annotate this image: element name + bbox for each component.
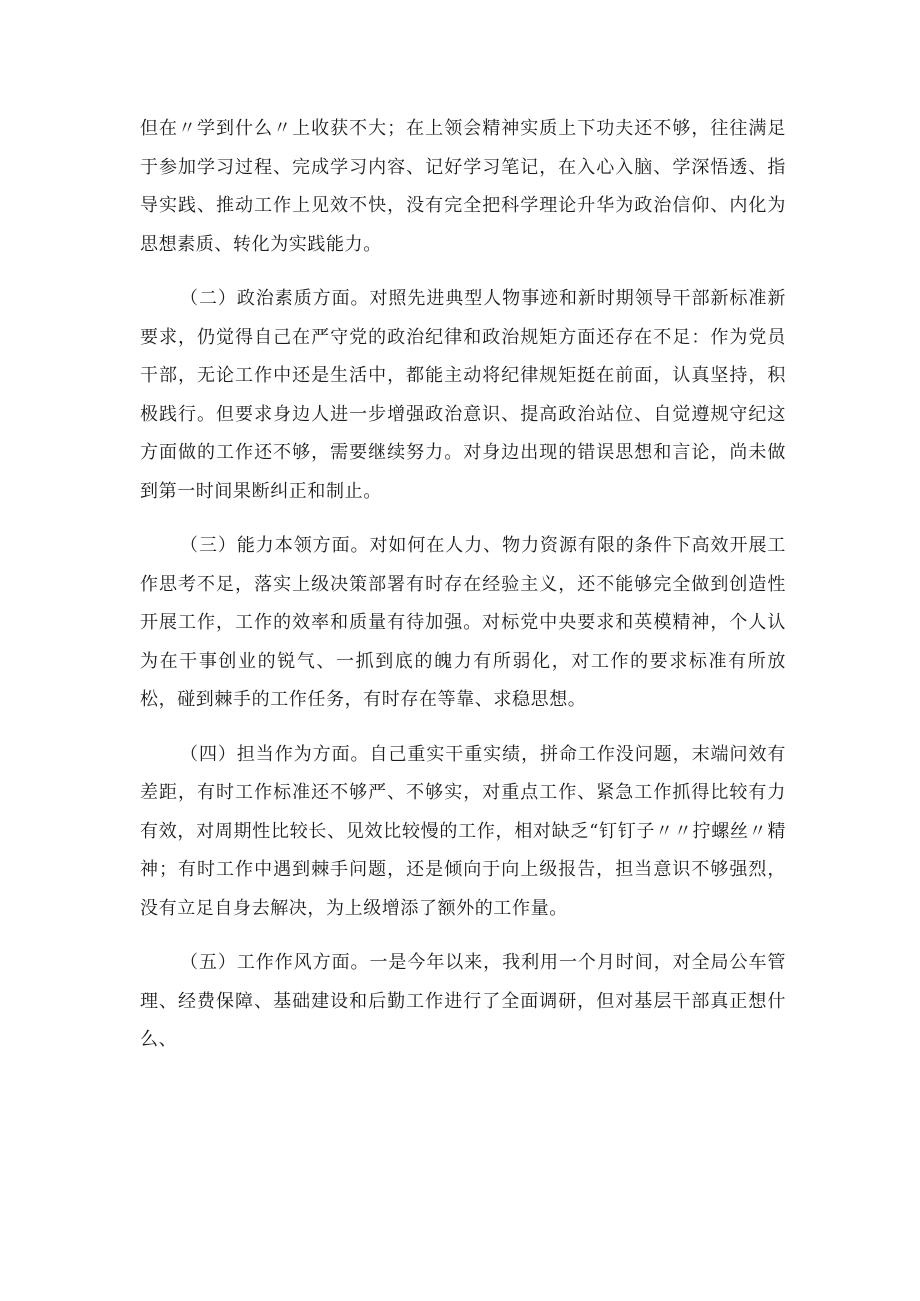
paragraph-work-style: （五）工作作风方面。一是今年以来，我利用一个月时间，对全局公车管理、经费保障、基础建设和后勤工作进行了全面调研，但对基层干部真正想什么、 bbox=[140, 952, 786, 1050]
paragraph-responsibility: （四）担当作为方面。自己重实干重实绩，拼命工作没问题，末端问效有差距，有时工作标准还不够严、不够实，对重点工作、紧急工作抓得比较有力有效，对周期性比较长、见效比较慢的工作，相对缺乏“钉钉子〃〃拧螺丝〃精神；有时工作中遇到棘手问题，还是倾向于向上级报告，担当意识不够强烈，没有立足自身去解决，为上级增添了额外的工作量。 bbox=[140, 743, 786, 919]
document-body bbox=[140, 110, 786, 1076]
paragraph-political-quality: （二）政治素质方面。对照先进典型人物事迹和新时期领导干部新标准新要求，仍觉得自己在严守党的政治纪律和政治规矩方面还存在不足：作为党员干部，无论工作中还是生活中，都能主动将纪律规矩挺在前面，认真坚持，积极践行。但要求身边人进一步增强政治意识、提高政治站位、自觉遵规守纪这方面做的工作还不够，需要继续努力。对身边出现的错误思想和言论，尚未做到第一时间果断纠正和制止。 bbox=[140, 288, 786, 502]
paragraph-continuation: 但在〃学到什么〃上收获不大；在上领会精神实质上下功夫还不够，往往满足于参加学习过程、完成学习内容、记好学习笔记，在入心入脑、学深悟透、指导实践、推动工作上见效不快，没有完全把科学理论升华为政治信仰、内化为思想素质、转化为实践能力。 bbox=[140, 118, 786, 255]
paragraph-ability: （三）能力本领方面。对如何在人力、物力资源有限的条件下高效开展工作思考不足，落实上级决策部署有时存在经验主义，还不能够完全做到创造性开展工作，工作的效率和质量有待加强。对标党中央要求和英模精神，个人认为在干事创业的锐气、一抓到底的魄力有所弱化，对工作的要求标准有所放松，碰到棘手的工作任务，有时存在等靠、求稳思想。 bbox=[140, 535, 786, 710]
